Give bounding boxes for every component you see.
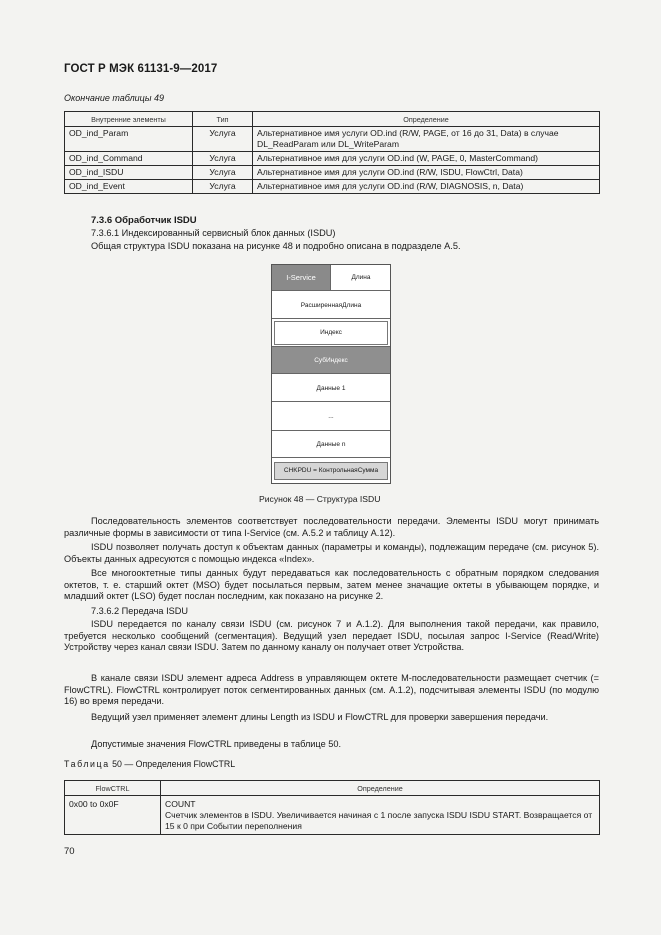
figure-cell-index <box>272 318 390 347</box>
figure-cell-ext-length <box>272 290 390 319</box>
definition-title: COUNT <box>165 799 196 809</box>
subsection-heading: 7.3.6.1 Индексированный сервисный блок данных (ISDU) <box>91 228 336 238</box>
figure-cell-label: СубИндекс <box>314 357 348 364</box>
definition-cell <box>161 796 600 835</box>
table-50-caption <box>64 759 235 770</box>
figure-cell-dots <box>272 401 390 431</box>
figure-cell-label: РасширеннаяДлина <box>300 301 362 309</box>
subsection-heading: 7.3.6.2 Передача ISDU <box>91 606 189 616</box>
flowctrl-value-cell: 0x00 to 0x0F <box>65 796 161 835</box>
element-name-cell: OD_ind_Event <box>65 180 193 194</box>
table-50 <box>64 780 600 835</box>
page-number: 70 <box>64 846 75 857</box>
figure-caption: Рисунок 48 — Структура ISDU <box>259 494 381 504</box>
column-header: FlowCTRL <box>65 781 161 796</box>
figure-cell-subindex <box>272 346 390 374</box>
section-heading: 7.3.6 Обработчик ISDU <box>91 215 197 226</box>
body-paragraph: Последовательность элементов соответствует последовательности передачи. Элементы ISDU могут принимать различные формы в зависимости от типа I-Service (см. A.5.2 и таблицу A.12). <box>64 516 599 538</box>
table-49-caption: Окончание таблицы 49 <box>64 93 164 103</box>
body-paragraph: ISDU передается по каналу связи ISDU (см. рисунок 7 и A.1.2). Для выполнения такой передачи, как правило, требуется несколько сообщений (сегментация). Ведущий узел передает ISDU, посылая запрос I-Service (Read/Write) Устройству через канал связи ISDU. Затем по данному каналу он получает ответ Устройства. <box>64 619 599 652</box>
figure-cell-iservice <box>272 265 330 290</box>
type-cell: Услуга <box>193 166 253 180</box>
isdu-structure-figure <box>271 264 391 484</box>
type-cell: Услуга <box>193 180 253 194</box>
definition-text: Счетчик элементов в ISDU. Увеличивается начиная с 1 после запуска ISDU ISDU START. Возвращается от 15 к 0 при Событии переполнения <box>165 810 593 831</box>
type-cell: Услуга <box>193 127 253 152</box>
type-cell: Услуга <box>193 152 253 166</box>
column-header: Определение <box>161 781 600 796</box>
definition-cell: Альтернативное имя для услуги OD.ind (W, PAGE, 0, MasterCommand) <box>253 152 600 166</box>
table-header-row <box>65 112 600 127</box>
body-paragraph: Допустимые значения FlowCTRL приведены в таблице 50. <box>91 739 342 749</box>
figure-cell-data-n <box>272 430 390 458</box>
figure-cell-label: I-Service <box>286 273 316 282</box>
table-49 <box>64 111 600 194</box>
definition-cell: Альтернативное имя для услуги OD.ind (R/W, DIAGNOSIS, n, Data) <box>253 180 600 194</box>
table-50-caption-prefix: Таблица <box>64 759 110 769</box>
figure-cell-label: Данные 1 <box>316 384 346 392</box>
intro-paragraph: Общая структура ISDU показана на рисунке 48 и подробно описана в подразделе A.5. <box>91 241 461 251</box>
body-paragraph: Ведущий узел применяет элемент длины Length из ISDU и FlowCTRL для проверки завершения передачи. <box>91 712 549 722</box>
table-row <box>65 180 600 194</box>
body-paragraph: Все многооктетные типы данных будут передаваться как последовательность с обратным порядком следования октетов, т. е. старший октет (MSO) будет посылаться первым, затем менее значащие октеты в убывающем порядке, и младший октет (LSO) будет послан последним, как показано на рисунке 2. <box>64 568 599 601</box>
definition-cell: Альтернативное имя услуги OD.ind (R/W, PAGE, от 16 до 31, Data) в случае DL_ReadParam или DL_WriteParam <box>253 127 600 152</box>
figure-cell-label: Длина <box>351 274 371 281</box>
table-row <box>65 796 600 835</box>
column-header: Внутренние элементы <box>65 112 193 127</box>
element-name-cell: OD_ind_ISDU <box>65 166 193 180</box>
definition-cell: Альтернативное имя для услуги OD.ind (R/W, ISDU, FlowCtrl, Data) <box>253 166 600 180</box>
table-row <box>65 166 600 180</box>
column-header: Тип <box>193 112 253 127</box>
figure-cell-label: Индекс <box>274 321 388 345</box>
body-paragraph: В канале связи ISDU элемент адреса Address в управляющем октете M-последовательности размещает счетчик (= FlowCTRL). FlowCTRL контролирует поток сегментированных данных (см. A.1.2), подсчитывая элементы ISDU (по модулю 16) во время передачи. <box>64 673 599 706</box>
figure-cell-chkpdu <box>272 457 390 484</box>
table-header-row <box>65 781 600 796</box>
column-header: Определение <box>253 112 600 127</box>
figure-cell-label: ... <box>328 413 334 420</box>
figure-cell-data-1 <box>272 373 390 402</box>
document-header: ГОСТ Р МЭК 61131-9—2017 <box>64 63 218 75</box>
element-name-cell: OD_ind_Param <box>65 127 193 152</box>
figure-cell-length <box>330 265 391 290</box>
figure-cell-label: Данные n <box>316 441 346 448</box>
table-row <box>65 152 600 166</box>
table-50-caption-text: 50 — Определения FlowCTRL <box>109 759 236 769</box>
element-name-cell: OD_ind_Command <box>65 152 193 166</box>
table-row <box>65 127 600 152</box>
body-paragraph: ISDU позволяет получать доступ к объектам данных (параметры и команды), подлежащим передаче (см. рисунок 5). Объекты данных адресуются с помощью индекса «Index». <box>64 542 599 564</box>
figure-cell-label: CHKPDU = КонтрольнаяСумма <box>274 462 388 480</box>
